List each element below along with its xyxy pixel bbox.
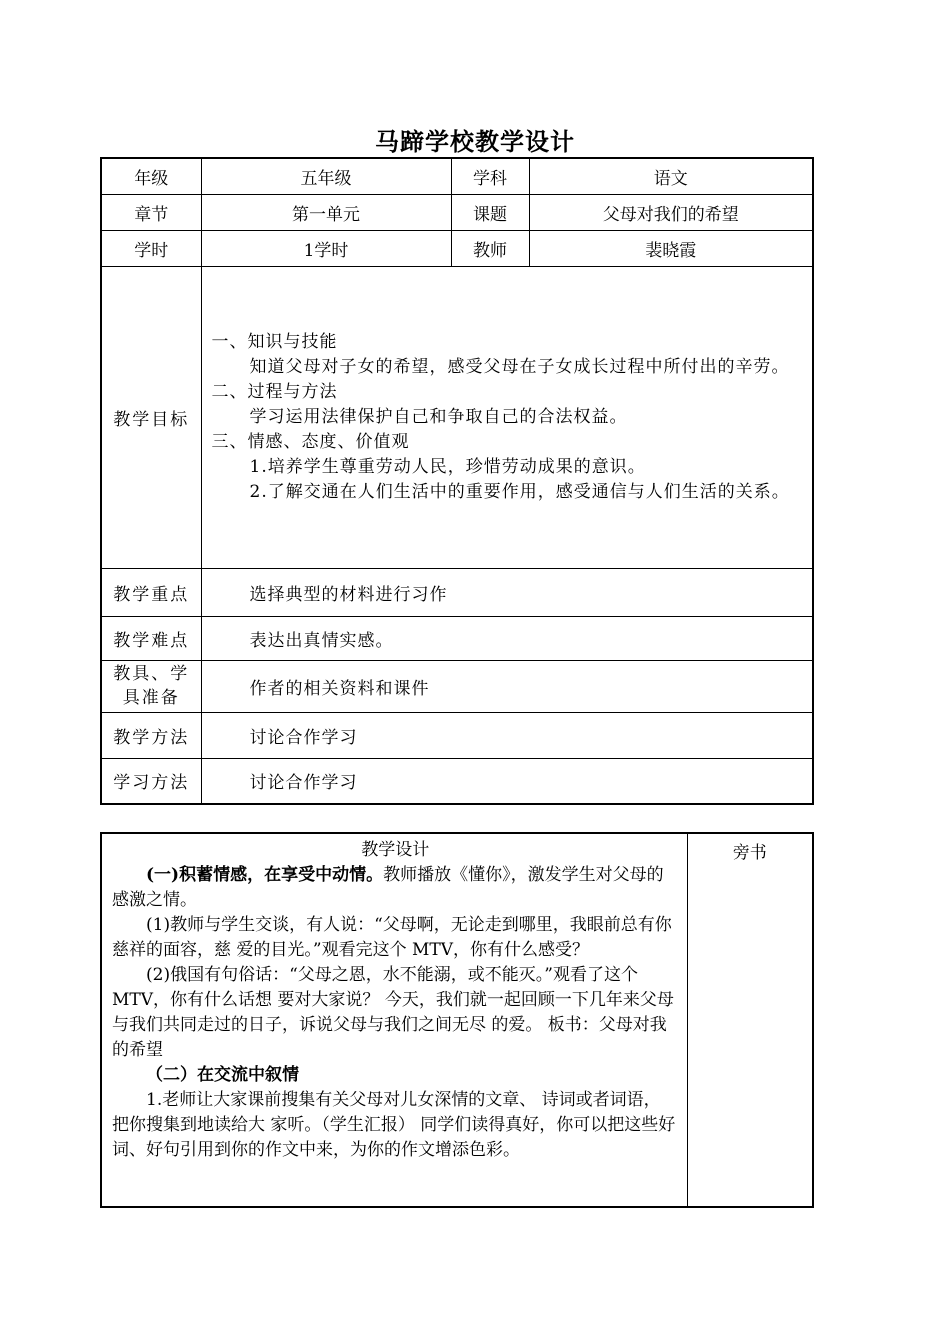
design-para1: (1)教师与学生交谈，有人说：“父母啊，无论走到哪里，我眼前总有你慈祥的面容，慈 爱的目光。”观看完这个 MTV，你有什么感受？: [112, 915, 672, 960]
design-para2: (2)俄国有句俗话：“父母之恩，水不能溺，或不能灭。”观看了这个 MTV，你有什么话想 要对大家说？ 今天，我们就一起回顾一下几年来父母与我们共同走过的日子，诉说父母与我们之间无尽 的爱。 板书：父母对我的希望: [112, 965, 674, 1060]
side-notes-header: 旁书: [732, 843, 767, 863]
tools-value: 作者的相关资料和课件: [201, 660, 813, 712]
hours-row: [101, 230, 813, 266]
difficulty-row: [101, 616, 813, 660]
subject-label: 学科: [451, 158, 529, 194]
grade-value: 五年级: [201, 158, 451, 194]
teach-method-value: 讨论合作学习: [201, 712, 813, 758]
document-title: 马蹄学校教学设计: [375, 127, 575, 156]
learn-method-value: 讨论合作学习: [201, 758, 813, 804]
teacher-value: 裴晓霞: [529, 230, 813, 266]
topic-label: 课题: [451, 194, 529, 230]
goals-row: [101, 266, 813, 568]
key-point-row: [101, 568, 813, 616]
chapter-row: [101, 194, 813, 230]
design-content: [101, 833, 687, 1207]
goals-s3-title: 三、情感、态度、价值观: [211, 431, 410, 452]
design-row: [101, 833, 813, 1207]
lesson-info-table: [100, 157, 814, 805]
chapter-label: 章节: [101, 194, 201, 230]
chapter-value: 第一单元: [201, 194, 451, 230]
goals-s1-title: 一、知识与技能: [211, 331, 338, 352]
difficulty-label: 教学难点: [101, 616, 201, 660]
key-point-label: 教学重点: [101, 568, 201, 616]
subject-value: 语文: [529, 158, 813, 194]
goals-s1-text: 知道父母对子女的希望，感受父母在子女成长过程中所付出的辛劳。: [249, 356, 790, 377]
tools-label: 教具、学具准备: [101, 660, 201, 712]
topic-value: 父母对我们的希望: [529, 194, 813, 230]
teach-method-label: 教学方法: [101, 712, 201, 758]
design-part1-title: (一)积蓄情感，在享受中动情。: [146, 865, 384, 885]
goals-s3-item1: 1.培养学生尊重劳动人民，珍惜劳动成果的意识。: [249, 456, 646, 477]
design-header: 教学设计: [361, 840, 430, 860]
learn-method-label: 学习方法: [101, 758, 201, 804]
grade-label: 年级: [101, 158, 201, 194]
teaching-design-table: [100, 832, 814, 1208]
goals-label: 教学目标: [101, 266, 201, 568]
key-point-value: 选择典型的材料进行习作: [201, 568, 813, 616]
design-part2-title: （二）在交流中叙情: [146, 1065, 299, 1085]
grade-row: [101, 158, 813, 194]
design-part1: [112, 863, 679, 913]
teach-method-row: [101, 712, 813, 758]
goals-content: [201, 266, 813, 568]
design-para3: 1.老师让大家课前搜集有关父母对儿女深情的文章、 诗词或者词语， 把你搜集到地读给大 家听。（学生汇报） 同学们读得真好，你可以把这些好词、好句引用到你的作文中来，为你的作文增添色彩。: [112, 1090, 676, 1160]
side-notes-column: [687, 833, 813, 1207]
hours-value: 1学时: [201, 230, 451, 266]
tools-row: [101, 660, 813, 712]
learn-method-row: [101, 758, 813, 804]
goals-s3-item2: 2.了解交通在人们生活中的重要作用，感受通信与人们生活的关系。: [249, 481, 790, 502]
goals-s2-text: 学习运用法律保护自己和争取自己的合法权益。: [249, 406, 628, 427]
design-part1-text: 教师播放《懂你》，激发学生对父母的感激之情。: [112, 865, 664, 910]
hours-label: 学时: [101, 230, 201, 266]
difficulty-value: 表达出真情实感。: [201, 616, 813, 660]
goals-s2-title: 二、过程与方法: [211, 381, 338, 402]
teacher-label: 教师: [451, 230, 529, 266]
